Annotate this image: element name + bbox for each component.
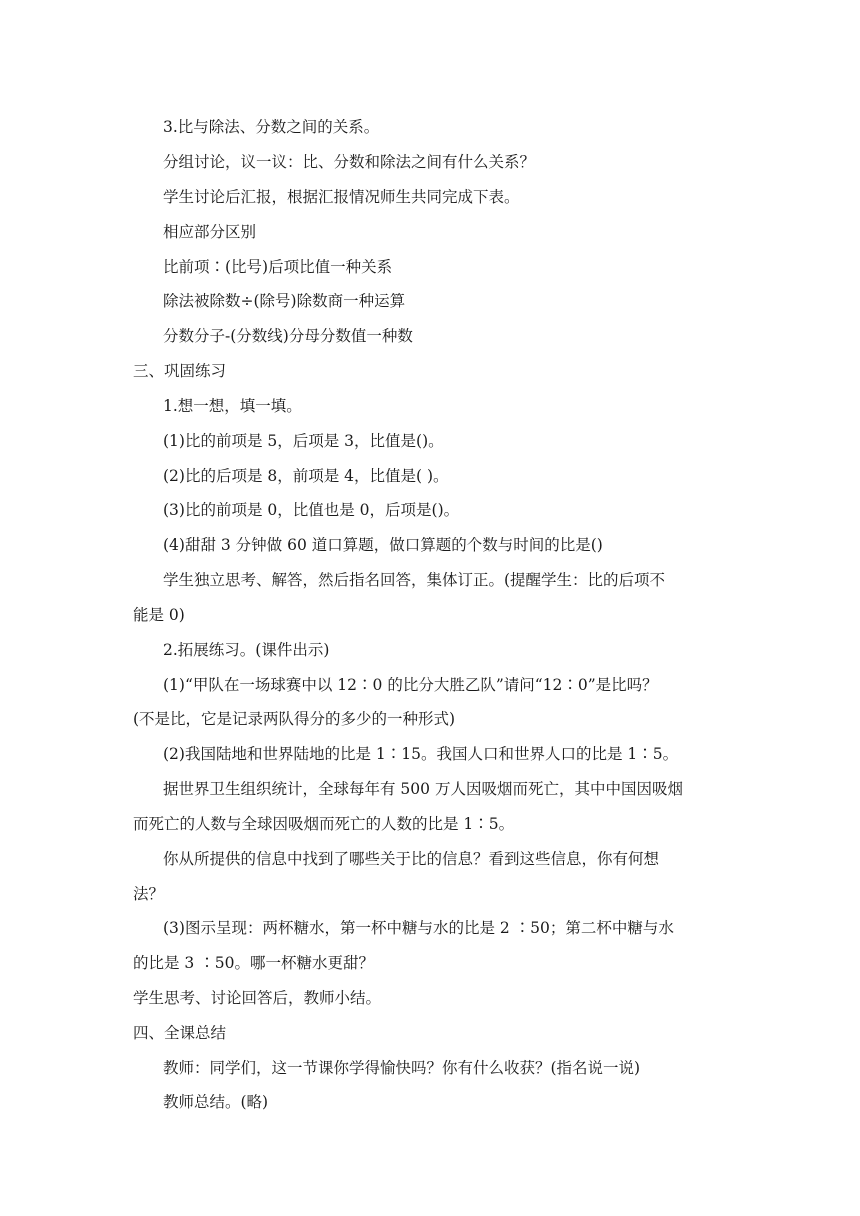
- exercise-heading: 1.想一想，填一填。: [163, 397, 302, 415]
- section-heading-practice: 三、巩固练习: [133, 362, 227, 380]
- exercise-item: (2)比的后项是 8，前项是 4，比值是( )。: [163, 467, 449, 485]
- paragraph: 教师：同学们，这一节课你学得愉快吗？你有什么收获？(指名说一说): [163, 1059, 641, 1077]
- paragraph: 教师总结。(略): [163, 1093, 269, 1111]
- paragraph-continuation: 法？: [133, 885, 165, 903]
- exercise-item: (1)比的前项是 5，后项是 3，比值是()。: [163, 432, 444, 450]
- paragraph-continuation: 而死亡的人数与全球因吸烟而死亡的人数的比是 1∶5。: [133, 815, 515, 833]
- exercise-item: (2)我国陆地和世界陆地的比是 1∶15。我国人口和世界人口的比是 1∶5。: [163, 745, 679, 763]
- paragraph: 你从所提供的信息中找到了哪些关于比的信息？看到这些信息，你有何想: [163, 850, 660, 868]
- exercise-item: (4)甜甜 3 分钟做 60 道口算题，做口算题的个数与时间的比是(): [163, 536, 603, 554]
- paragraph: 据世界卫生组织统计，全球每年有 500 万人因吸烟而死亡，其中中国因吸烟: [163, 780, 683, 798]
- exercise-item: (1)“甲队在一场球赛中以 12∶0 的比分大胜乙队”请问“12∶0”是比吗？: [163, 676, 658, 694]
- section-heading-ratio-division-fraction: 3.比与除法、分数之间的关系。: [163, 118, 380, 136]
- paragraph: 学生讨论后汇报，根据汇报情况师生共同完成下表。: [163, 188, 520, 206]
- exercise-item: (3)比的前项是 0，比值也是 0，后项是()。: [163, 501, 460, 519]
- table-row-fraction: 分数分子-(分数线)分母分数值一种数: [163, 327, 413, 345]
- paragraph: 学生独立思考、解答，然后指名回答，集体订正。(提醒学生：比的后项不: [163, 571, 666, 589]
- table-row-division: 除法被除数÷(除号)除数商一种运算: [163, 292, 406, 310]
- table-row-ratio: 比前项∶(比号)后项比值一种关系: [163, 258, 393, 276]
- paragraph: 分组讨论，议一议：比、分数和除法之间有什么关系？: [163, 153, 536, 171]
- table-header-line: 相应部分区别: [163, 223, 257, 241]
- section-heading-summary: 四、全课总结: [133, 1024, 227, 1042]
- paragraph-continuation: 能是 0): [133, 606, 185, 624]
- paragraph: 学生思考、讨论回答后，教师小结。: [133, 989, 382, 1007]
- paragraph-continuation: 的比是 3 ∶50。哪一杯糖水更甜？: [133, 954, 374, 972]
- exercise-item: (3)图示呈现：两杯糖水，第一杯中糖与水的比是 2 ∶50；第二杯中糖与水: [163, 919, 674, 937]
- exercise-heading: 2.拓展练习。(课件出示): [163, 641, 330, 659]
- paragraph-continuation: (不是比，它是记录两队得分的多少的一种形式): [133, 710, 456, 728]
